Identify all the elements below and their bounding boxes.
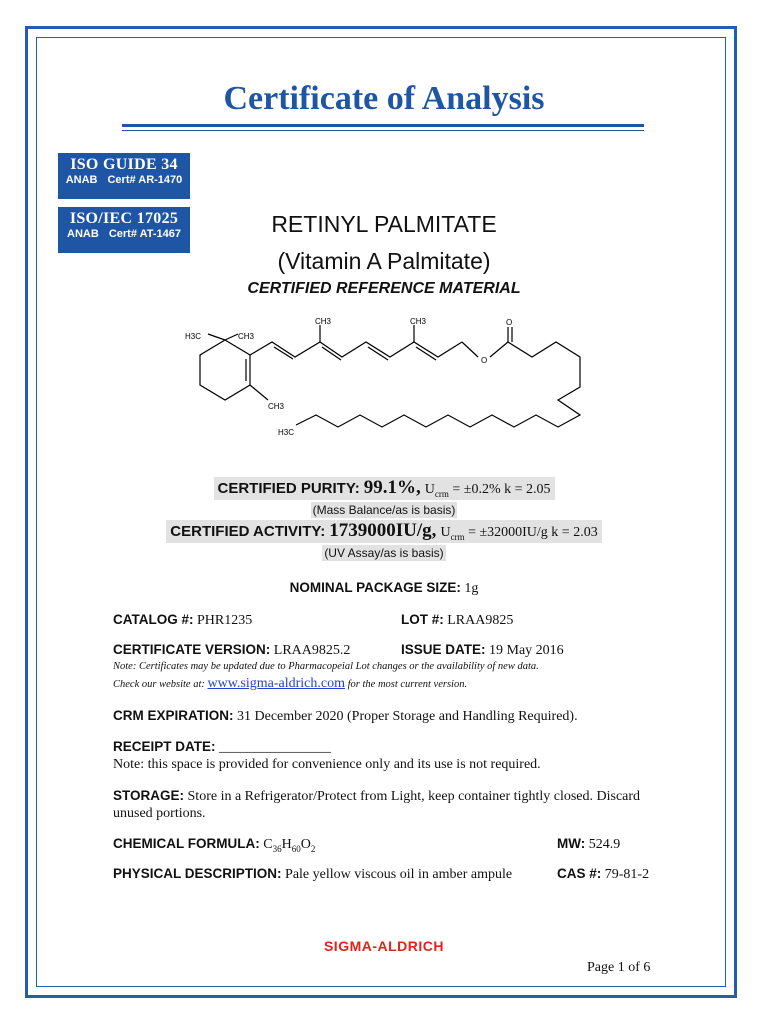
storage-row — [113, 787, 653, 822]
receipt-blank: ________________ — [219, 740, 332, 755]
purity-value: 99.1%, — [363, 477, 421, 498]
page-number: Page 1 of 6 — [587, 960, 651, 975]
expiration-row — [113, 708, 578, 725]
receipt-note: Note: this space is provided for convenience only and its use is not required. — [113, 757, 541, 772]
cas-value: 79-81-2 — [604, 867, 650, 882]
expiration-label: CRM EXPIRATION: — [113, 708, 234, 723]
activity-basis-line — [0, 544, 768, 562]
lot-value: LRAA9825 — [447, 613, 514, 628]
mw-value: 524.9 — [588, 837, 621, 852]
update-note: Note: Certificates may be updated due to Pharmacopeial Lot changes or the availability of new data. — [113, 661, 539, 672]
catalog-row — [113, 612, 252, 629]
bond-ch3-ring — [225, 334, 238, 340]
product-alt-name: (Vitamin A Palmitate) — [277, 248, 491, 274]
purity-label: CERTIFIED PURITY: — [217, 480, 360, 497]
product-name: RETINYL PALMITATE — [271, 211, 497, 237]
badge-org: ANAB — [67, 228, 99, 240]
catalog-value: PHR1235 — [197, 613, 253, 628]
badge-title: ISO GUIDE 34 — [70, 156, 178, 173]
purity-line — [0, 477, 768, 499]
issue-date-value: 19 May 2016 — [489, 643, 564, 658]
badge-org: ANAB — [65, 174, 98, 186]
package-size-value: 1g — [464, 581, 479, 596]
activity-line — [0, 520, 768, 542]
lot-label: LOT #: — [401, 612, 444, 627]
activity-u: U — [440, 525, 451, 540]
activity-uncertainty: = ±32000IU/g k = 2.03 — [468, 525, 598, 540]
iso-guide-34-badge — [58, 153, 190, 199]
website-note — [113, 676, 467, 692]
purity-uncertainty: = ±0.2% k = 2.05 — [452, 482, 551, 497]
activity-label: CERTIFIED ACTIVITY: — [170, 523, 326, 540]
purity-basis-line — [0, 501, 768, 519]
mw-row — [557, 836, 620, 853]
h3c-tail-label: H3C — [278, 428, 295, 437]
issue-date-label: ISSUE DATE: — [401, 642, 486, 657]
description-label: PHYSICAL DESCRIPTION: — [113, 866, 282, 881]
ester-o-label: O — [481, 356, 488, 365]
mw-label: MW: — [557, 836, 586, 851]
cas-label: CAS #: — [557, 866, 602, 881]
package-size-label: NOMINAL PACKAGE SIZE: — [289, 580, 461, 595]
badge-title: ISO/IEC 17025 — [69, 210, 179, 227]
expiration-value: 31 December 2020 (Proper Storage and Handling Required). — [237, 709, 578, 724]
ch3-chain2-label: CH3 — [410, 317, 427, 326]
description-value: Pale yellow viscous oil in amber ampule — [285, 867, 513, 882]
description-row — [113, 866, 512, 883]
ch3-bottom-label: CH3 — [268, 402, 285, 411]
version-label: CERTIFICATE VERSION: — [113, 642, 271, 657]
bond-h3c — [208, 334, 225, 340]
sigma-aldrich-logo: SIGMA-ALDRICH — [323, 938, 445, 954]
version-row — [113, 642, 350, 659]
double-bond-2 — [322, 347, 341, 360]
cas-row — [557, 866, 649, 883]
activity-value: 1739000IU/g, — [329, 520, 437, 541]
receipt-label: RECEIPT DATE: — [113, 739, 216, 754]
material-type: CERTIFIED REFERENCE MATERIAL — [247, 280, 521, 297]
bond-ester-c — [490, 342, 508, 357]
purity-u-sub: crm — [434, 488, 449, 499]
formula-label: CHEMICAL FORMULA: — [113, 836, 260, 851]
storage-label: STORAGE: — [113, 788, 185, 803]
version-value: LRAA9825.2 — [273, 643, 351, 658]
title-underline-thin — [122, 130, 644, 131]
bond-to-ester-o — [462, 342, 478, 357]
polyene-chain — [250, 342, 462, 357]
storage-value: Store in a Refrigerator/Protect from Light, keep container tightly closed. Discard unused portions. — [113, 789, 641, 821]
catalog-label: CATALOG #: — [113, 612, 194, 627]
issue-date-row — [401, 642, 564, 659]
h3c-top-label: H3C — [185, 332, 202, 341]
page-title: Certificate of Analysis — [223, 80, 545, 117]
activity-u-sub: crm — [450, 531, 465, 542]
receipt-row — [113, 739, 331, 756]
ch3-ring-label: CH3 — [238, 332, 255, 341]
ch3-chain1-label: CH3 — [315, 317, 332, 326]
badge-cert: Cert# AR-1470 — [107, 174, 183, 186]
package-size-line — [0, 580, 768, 597]
purity-basis: (Mass Balance/as is basis) — [312, 503, 456, 517]
purity-u: U — [424, 482, 435, 497]
bond-ch3-bottom — [250, 385, 268, 400]
badge-cert: Cert# AT-1467 — [108, 228, 181, 240]
website-note-post: for the most current version. — [347, 679, 468, 690]
activity-basis: (UV Assay/as is basis) — [324, 546, 444, 560]
ring-bonds — [200, 340, 250, 400]
oxo-label: O — [506, 318, 513, 327]
formula-row — [113, 836, 315, 854]
title-underline — [122, 124, 644, 127]
lot-row — [401, 612, 513, 629]
website-link[interactable]: www.sigma-aldrich.com — [207, 676, 345, 691]
website-note-pre: Check our website at: — [113, 679, 205, 690]
molecular-structure — [180, 315, 600, 460]
formula-value: $C_{36}H_{60}O_2$ — [263, 837, 316, 854]
